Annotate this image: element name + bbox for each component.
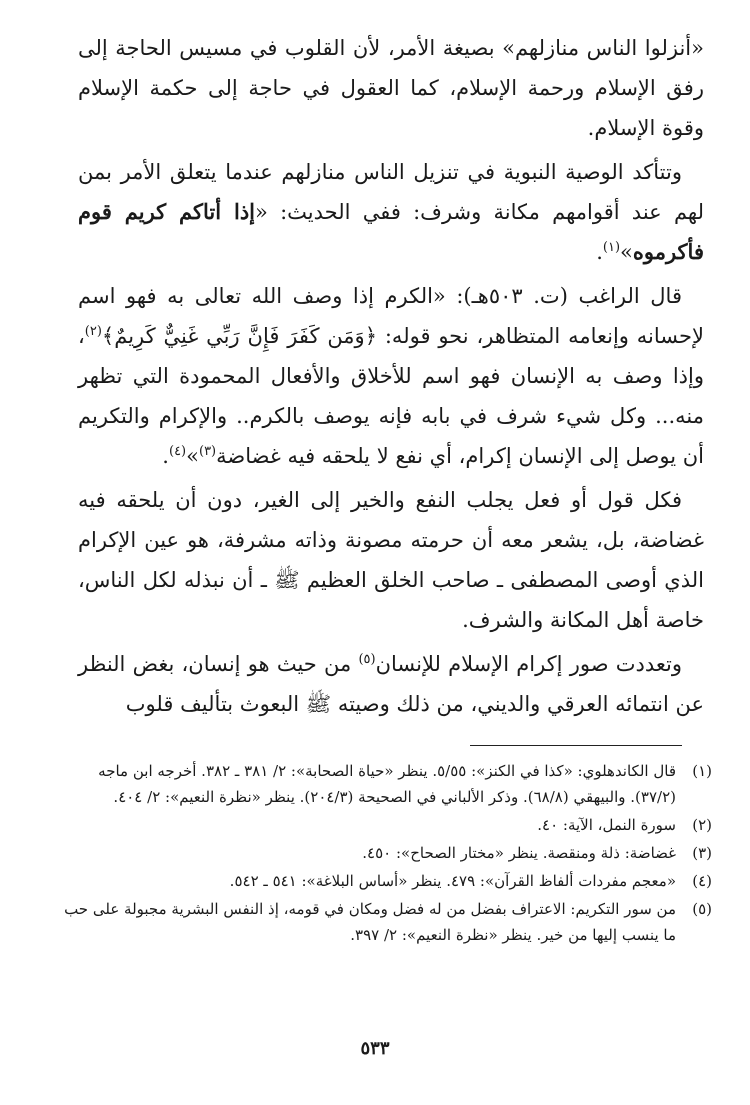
main-text	[78, 28, 704, 728]
paragraph-2-text-a: وتتأكد الوصية النبوية في تنزيل الناس منازلهم عندما يتعلق الأمر بمن لهم عند أقوامهم مكانة وشرف: ففي الحديث: «	[78, 160, 704, 224]
footnote-number: (٥)	[692, 900, 712, 918]
hadith-quote: إذا أتاكم كريم قوم فأكرموه	[78, 199, 704, 264]
paragraph-3	[78, 276, 704, 476]
paragraph-5	[78, 644, 704, 724]
paragraph-5-text-a: وتعددت صور إكرام الإسلام للإنسان	[375, 652, 683, 676]
footnote-ref-3: (٣)	[198, 444, 217, 459]
footnote-2	[60, 812, 712, 838]
paragraph-3-text-a: قال الراغب (ت. ٥٠٣هـ): «الكرم إذا وصف الله تعالى به فهو اسم لإحسانه وإنعامه المتظاهر، نحو قوله: ﴿وَمَن كَفَرَ فَإِنَّ رَبِّي غَنِيٌّ كَرِيمٌ﴾	[78, 284, 704, 348]
footnote-1	[60, 758, 712, 810]
footnote-text: سورة النمل، الآية: ٤٠.	[537, 816, 676, 834]
footnote-ref-4: (٤)	[168, 444, 187, 459]
paragraph-1: «أنزلوا الناس منازلهم» بصيغة الأمر، لأن القلوب في مسيس الحاجة إلى رفق الإسلام ورحمة الإسلام، كما العقول في حاجة إلى حكمة الإسلام وقوة الإسلام.	[78, 36, 704, 140]
paragraph-2-text-b: »	[620, 240, 633, 264]
footnotes	[60, 758, 712, 950]
footnote-text: من سور التكريم: الاعتراف بفضل من له فضل ومكان في قومه، إذ النفس البشرية مجبولة على حب ما ينسب إليها من خير. ينظر «نظرة النعيم»: ٢/ ٣٩٧.	[64, 900, 676, 944]
paragraph-3-text-c: »	[186, 444, 199, 468]
paragraph-3-text-d: .	[162, 444, 169, 468]
footnote-ref-2: (٢)	[84, 324, 102, 339]
footnote-text: غضاضة: ذلة ومنقصة. ينظر «مختار الصحاح»: ٤٥٠.	[362, 844, 676, 862]
paragraph-3-text-b: ، وإذا وصف به الإنسان فهو اسم للأخلاق والأفعال المحمودة التي تظهر منه... وكل شيء شرف في بابه فإنه يوصف بالكرم.. والإكرام والتكريم أن يوصل إلى الإنسان إكرام، أي نفع لا يلحقه فيه غضاضة	[78, 324, 704, 468]
footnote-text: «معجم مفردات ألفاظ القرآن»: ٤٧٩. ينظر «أساس البلاغة»: ٥٤١ ـ ٥٤٢.	[229, 872, 676, 890]
footnote-4	[60, 868, 712, 894]
paragraph-4: فكل قول أو فعل يجلب النفع والخير إلى الغير، دون أن يلحقه فيه غضاضة، بل، يشعر معه أن حرمته مصونة وذاته مشرفة، هو عين الإكرام الذي أوصى المصطفى ـ صاحب الخلق العظيم ﷺ ـ أن نبذله لكل الناس، خاصة أهل المكانة والشرف.	[78, 488, 704, 632]
paragraph-5-text-b: من حيث هو إنسان، بغض النظر عن انتمائه العرقي والديني، من ذلك وصيته ﷺ البعوث بتأليف قلوب	[78, 652, 704, 716]
paragraph-2	[78, 152, 704, 272]
footnote-5	[60, 896, 712, 948]
footnote-number: (٢)	[692, 816, 712, 834]
footnote-number: (٣)	[692, 844, 712, 862]
footnote-number: (١)	[692, 762, 712, 780]
footnote-ref-1: (١)	[602, 240, 621, 255]
footnote-divider	[470, 745, 682, 746]
page-number: ٥٣٣	[360, 1038, 390, 1059]
footnote-ref-5: (٥)	[358, 652, 376, 667]
footnote-text: قال الكاندهلوي: «كذا في الكنز»: ٥/٥٥. ينظر «حياة الصحابة»: ٢/ ٣٨١ ـ ٣٨٢. أخرجه ابن ماجه (٣٧/٢). والبيهقي (٦٨/٨). وذكر الألباني في الصحيحة (٢٠٤/٣). ينظر «نظرة النعيم»: ٢/ ٤٠٤.	[98, 762, 676, 806]
paragraph-2-text-c: .	[596, 240, 603, 264]
footnote-3	[60, 840, 712, 866]
footnote-number: (٤)	[692, 872, 712, 890]
